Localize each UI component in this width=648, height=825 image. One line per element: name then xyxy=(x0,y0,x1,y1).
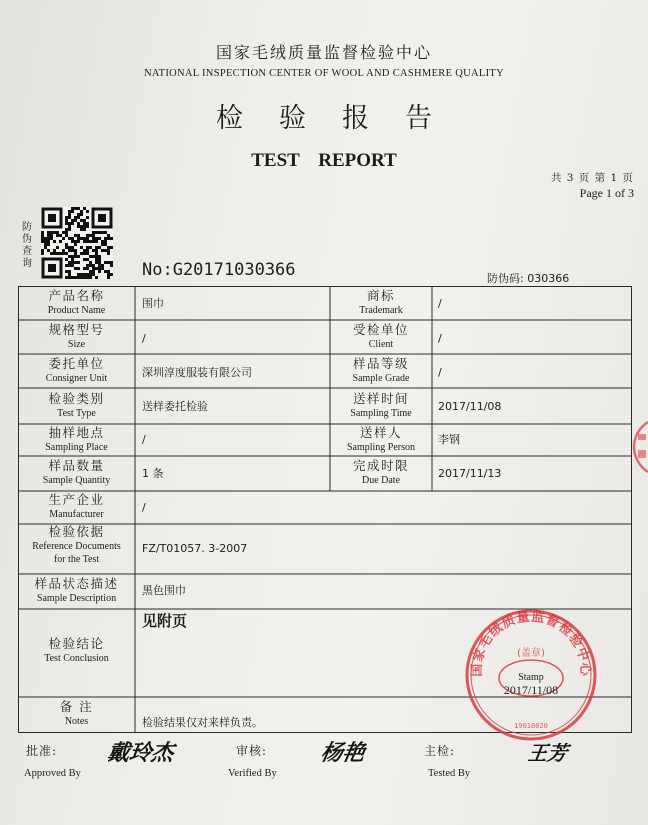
label-product-name: 产品名称 Product Name xyxy=(47,288,106,316)
svg-text:杨艳: 杨艳 xyxy=(322,740,367,766)
value-description: 黑色围巾 xyxy=(142,584,186,597)
label-notes: 备 注 Notes xyxy=(59,699,94,727)
organization-name-en: NATIONAL INSPECTION CENTER OF WOOL AND CASHMERE QUALITY xyxy=(144,68,504,79)
organization-name-cn: 国家毛绒质量监督检验中心 xyxy=(215,43,432,62)
label-manufacturer: 生产企业 Manufacturer xyxy=(48,492,105,520)
verified-label-cn: 审核: xyxy=(236,744,268,758)
tested-label-cn: 主检: xyxy=(424,744,456,758)
official-seal-stamp xyxy=(460,604,602,746)
svg-text:国家毛绒质量监督检验中心: 国家毛绒质量监督检验中心 xyxy=(469,609,593,677)
value-sampling-place: / xyxy=(142,433,146,446)
value-sample-quantity: 1 条 xyxy=(142,467,164,480)
report-number: No:G20171030366 xyxy=(142,260,296,280)
label-sample-quantity: 样品数量 Sample Quantity xyxy=(42,458,111,486)
svg-text:(盖章): (盖章) xyxy=(517,648,545,659)
page-count-en: Page 1 of 3 xyxy=(579,186,634,200)
tested-label-en: Tested By xyxy=(428,768,471,779)
value-consigner: 深圳淳度服装有限公司 xyxy=(142,366,252,379)
value-size: / xyxy=(142,332,146,345)
value-product-name: 围巾 xyxy=(142,297,164,310)
label-size: 规格型号 Size xyxy=(48,322,105,350)
label-consigner: 委托单位 Consigner Unit xyxy=(45,356,108,384)
page-count-cn: 共 3 页 第 1 页 xyxy=(550,172,634,184)
approved-signature xyxy=(108,734,184,772)
label-test-type: 检验类别 Test Type xyxy=(48,391,105,419)
qr-verify-label: 防伪查询 xyxy=(22,222,32,269)
label-sampling-time: 送样时间 Sampling Time xyxy=(350,391,412,419)
value-trademark: / xyxy=(438,297,442,310)
label-client: 受检单位 Client xyxy=(352,322,409,350)
value-reference: FZ/T01057. 3-2007 xyxy=(142,542,248,555)
value-test-type: 送样委托检验 xyxy=(142,400,208,413)
label-due-date: 完成时限 Due Date xyxy=(352,458,409,486)
svg-text:Stamp: Stamp xyxy=(518,672,544,683)
label-sample-grade: 样品等级 Sample Grade xyxy=(352,356,410,384)
label-sampling-place: 抽样地点 Sampling Place xyxy=(45,425,108,453)
approved-label-cn: 批准: xyxy=(26,744,58,758)
value-sample-grade: / xyxy=(438,366,442,379)
svg-text:2017/11/08: 2017/11/08 xyxy=(503,683,559,697)
qr-code-icon[interactable] xyxy=(41,207,113,279)
anti-fake-code: 防伪码: 030366 xyxy=(487,272,570,285)
value-notes: 检验结果仅对来样负责。 xyxy=(142,716,263,729)
value-sampling-person: 李钢 xyxy=(438,433,460,446)
label-reference: 检验依据 Reference Documents for the Test xyxy=(32,524,121,565)
svg-text:19010020: 19010020 xyxy=(514,722,548,730)
value-client: / xyxy=(438,332,442,345)
approved-label-en: Approved By xyxy=(24,768,81,779)
label-conclusion: 检验结论 Test Conclusion xyxy=(44,636,109,664)
report-title-en: TEST REPORT xyxy=(251,150,397,171)
label-description: 样品状态描述 Sample Description xyxy=(34,576,119,604)
value-conclusion: 见附页 xyxy=(142,612,188,630)
value-due-date: 2017/11/13 xyxy=(438,467,502,480)
value-manufacturer: / xyxy=(142,501,146,514)
verified-signature xyxy=(322,734,382,772)
edge-seal-fragment xyxy=(632,420,648,474)
verified-label-en: Verified By xyxy=(228,768,277,779)
svg-text:戴玲杰: 戴玲杰 xyxy=(108,740,176,766)
report-title-cn: 检验报告 xyxy=(216,103,468,134)
label-trademark: 商标 Trademark xyxy=(359,288,403,316)
label-sampling-person: 送样人 Sampling Person xyxy=(346,425,416,453)
value-sampling-time: 2017/11/08 xyxy=(438,400,502,413)
svg-text:王芳: 王芳 xyxy=(528,741,569,765)
